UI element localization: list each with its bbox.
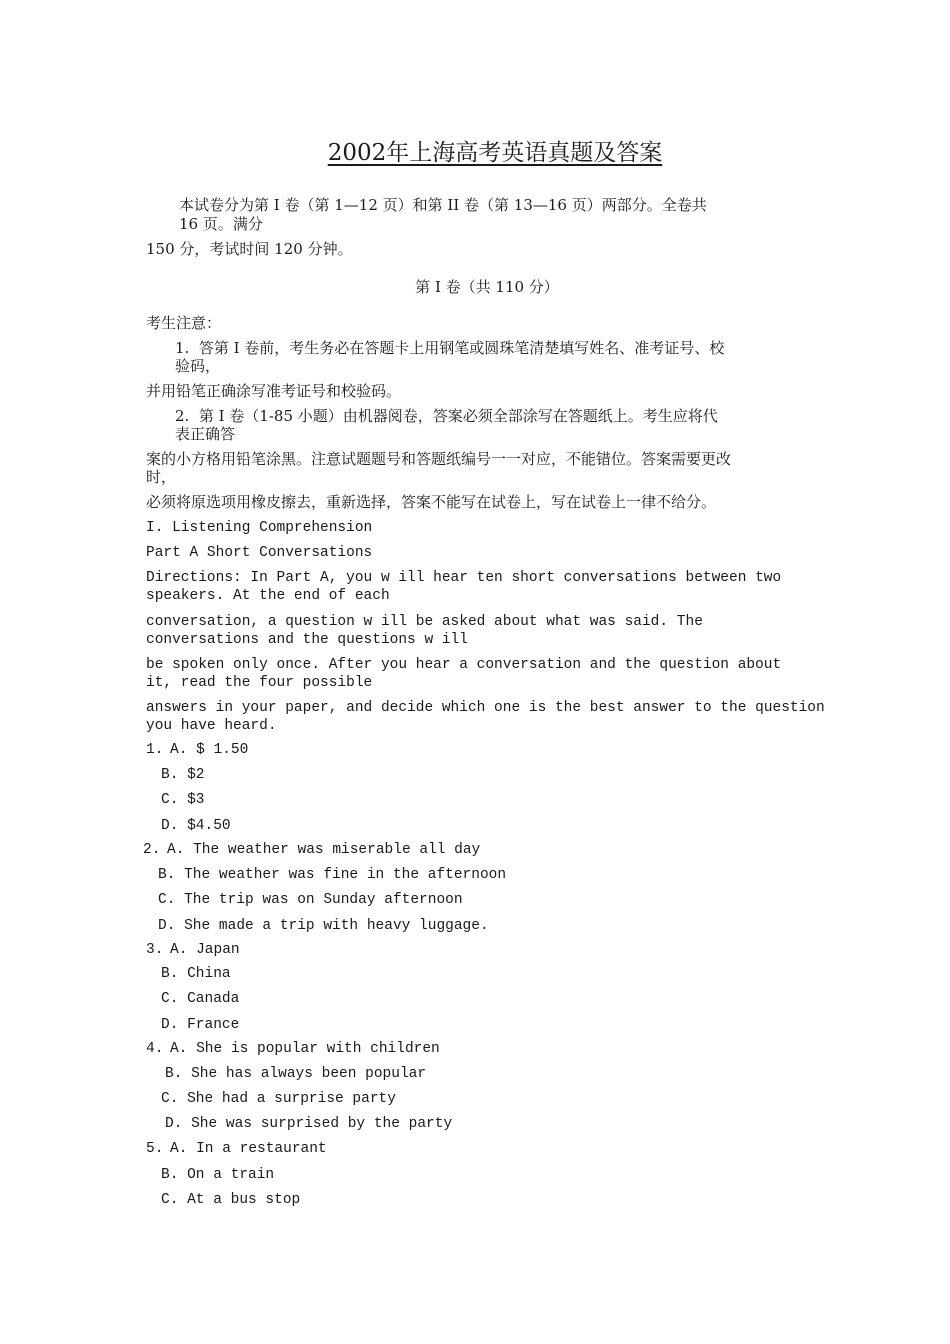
part-subheading: Part A Short Conversations [146, 545, 373, 561]
intro-line: 本试卷分为第 I 卷（第 1—12 页）和第 II 卷（第 13—16 页）两部分。全卷共 [179, 196, 707, 214]
option: A. $ 1.50 [170, 742, 249, 758]
directions-line: be spoken only once. After you hear a conversation and the question about [146, 657, 782, 673]
notice-text: 2. 第 I 卷（1-85 小题）由机器阅卷，答案必须全部涂写在答题纸上。考生应将代 [175, 407, 718, 425]
notice-text: 并用铅笔正确涂写准考证号和校验码。 [146, 382, 402, 400]
option: A. The weather was miserable all day [167, 842, 481, 858]
option: A. In a restaurant [170, 1141, 327, 1157]
option: D. She was surprised by the party [165, 1116, 453, 1132]
directions-line: conversation, a question w ill be asked about what was said. The [146, 614, 703, 630]
notice-label: 考生注意： [146, 314, 222, 332]
notice-text: 时， [146, 468, 177, 486]
question-number: 5. [146, 1141, 164, 1157]
option: C. At a bus stop [161, 1192, 301, 1208]
directions-line: you have heard. [146, 718, 277, 734]
part-heading: I. Listening Comprehension [146, 520, 373, 536]
directions-line: it, read the four possible [146, 675, 373, 691]
directions-line: answers in your paper, and decide which one is the best answer to the question [146, 700, 825, 716]
notice-text: 验码， [175, 357, 221, 375]
notice-text: 表正确答 [175, 425, 236, 443]
section-heading: 第 I 卷（共 110 分） [415, 278, 559, 296]
option: C. The trip was on Sunday afternoon [158, 892, 463, 908]
option: A. Japan [170, 942, 240, 958]
notice-text: 必须将原选项用橡皮擦去，重新选择，答案不能写在试卷上，写在试卷上一律不给分。 [146, 493, 717, 511]
option: D. France [161, 1017, 240, 1033]
notice-text: 1. 答第 I 卷前，考生务必在答题卡上用钢笔或圆珠笔清楚填写姓名、准考证号、校 [175, 339, 725, 357]
option: B. The weather was fine in the afternoon [158, 867, 507, 883]
option: D. $4.50 [161, 818, 231, 834]
option: C. $3 [161, 792, 205, 808]
option: B. On a train [161, 1167, 275, 1183]
option: C. She had a surprise party [161, 1091, 396, 1107]
directions-line: Directions: In Part A, you w ill hear ten short conversations between two [146, 570, 782, 586]
intro-line: 150 分，考试时间 120 分钟。 [146, 240, 353, 258]
notice-text: 案的小方格用铅笔涂黑。注意试题题号和答题纸编号一一对应，不能错位。答案需要更改 [146, 450, 732, 468]
question-number: 2. [143, 842, 161, 858]
intro-line: 16 页。满分 [179, 215, 263, 233]
question-number: 1. [146, 742, 164, 758]
directions-line: speakers. At the end of each [146, 588, 390, 604]
directions-line: conversations and the questions w ill [146, 632, 468, 648]
option: B. $2 [161, 767, 205, 783]
option: C. Canada [161, 991, 240, 1007]
option: B. She has always been popular [165, 1066, 427, 1082]
option: A. She is popular with children [170, 1041, 440, 1057]
page-title: 2002年上海高考英语真题及答案 [327, 140, 663, 166]
option: D. She made a trip with heavy luggage. [158, 918, 489, 934]
question-number: 3. [146, 942, 164, 958]
question-number: 4. [146, 1041, 164, 1057]
option: B. China [161, 966, 231, 982]
